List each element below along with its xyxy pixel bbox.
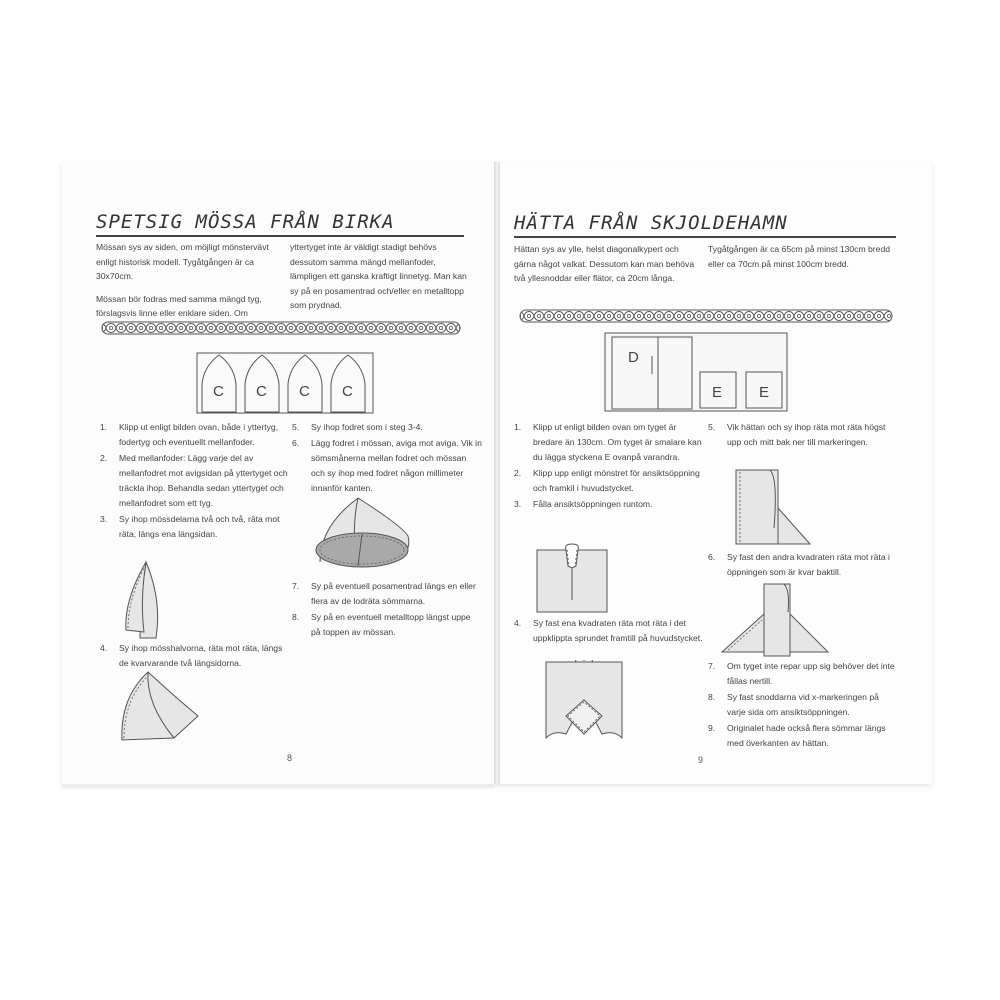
step-text: Sy fast snoddarna vid x-markeringen på varje sida om ansiktsöppningen.: [727, 692, 879, 717]
step-item: [708, 721, 898, 751]
step-item: [514, 497, 704, 512]
step-item: [514, 420, 704, 465]
pattern-pieces-c: [196, 352, 374, 414]
left-page-title: SPETSIG MÖSSA FRÅN BIRKA: [96, 211, 395, 233]
title-underline: [96, 235, 464, 237]
right-steps-col2c: [708, 659, 898, 752]
step-text: Sy ihop mösshalvorna, räta mot räta, längs de kvarvarande två längsidorna.: [119, 643, 283, 668]
intro-paragraph: Hättan sys av ylle, helst diagonalkypert och gärna något valkat. Dessutom kan man behöva två yllesnoddar eller flätor, ca 20cm långa.: [514, 244, 695, 283]
step-text: Klipp upp enligt mönstret för ansiktsöppning och framkil i huvudstycket.: [533, 468, 700, 493]
step-text: Fålla ansiktsöppningen runtom.: [533, 499, 653, 509]
step-item: [292, 579, 482, 609]
step-item: [708, 420, 898, 450]
step-number: 7.: [708, 661, 716, 671]
intro-paragraph: yttertyget inte är väldigt stadigt behövs dessutom samma mängd mellanfoder, lämpligen ett ganska kraftigt linnetyg. Man kan sy på en posamentrad och/eller en metalltopp som prydnad.: [290, 242, 467, 310]
step-number: 6.: [708, 552, 716, 562]
step-number: 4.: [514, 618, 522, 628]
pattern-pieces-de: [604, 332, 788, 412]
step-text: Vik hättan och sy ihop räta mot räta högst upp och mitt bak ner till markeringen.: [727, 422, 886, 447]
step-text: Sy ihop fodret som i steg 3-4.: [311, 422, 423, 432]
step-text: Sy på en eventuell metalltopp längst uppe på toppen av mössan.: [311, 612, 471, 637]
title-underline: [514, 236, 896, 238]
step-item: [292, 420, 482, 435]
step-number: 1.: [100, 422, 108, 432]
step-number: 2.: [100, 453, 108, 463]
right-steps-col2a: [708, 420, 898, 451]
step-number: 6.: [292, 438, 300, 448]
step-item: [100, 420, 290, 450]
left-steps-col2b: [292, 579, 482, 641]
right-steps-col2b: [708, 550, 898, 581]
step-number: 5.: [292, 422, 300, 432]
step-text: Klipp ut enligt bilden ovan, både i yttertyg, fodertyg och eventuellt mellanfoder.: [119, 422, 279, 447]
left-page: [62, 162, 494, 784]
step-number: 2.: [514, 468, 522, 478]
piece-label: E: [712, 384, 723, 401]
piece-label: E: [759, 384, 770, 401]
step-item: [100, 641, 290, 671]
step-number: 3.: [100, 514, 108, 524]
step-item: [292, 436, 482, 496]
step-number: 8.: [708, 692, 716, 702]
back-gusset-illustration: [718, 582, 832, 658]
step-text: Lägg fodret i mössan, aviga mot aviga. Vik in sömsmånerna mellan fodret och mössan och sy ihop med fodret någon millimeter innanför kanten.: [311, 438, 482, 493]
step-number: 7.: [292, 581, 300, 591]
right-page: [500, 162, 932, 784]
piece-label: C: [342, 383, 353, 400]
step-text: Med mellanfoder: Lägg varje del av mellanfodret mot avigsidan på yttertyget och träckla ihop. Behandla sedan yttertyget och mellanfodret som ett tyg.: [119, 453, 288, 508]
right-intro-col2: [708, 242, 898, 279]
folded-hood-illustration: [726, 468, 812, 548]
sewn-square-illustration: [544, 660, 624, 742]
step-item: [292, 610, 482, 640]
right-intro-col1: [514, 242, 700, 294]
step-number: 3.: [514, 499, 522, 509]
left-intro-col2: [290, 240, 470, 321]
step-text: Sy fast den andra kvadraten räta mot räta i öppningen som är kvar baktill.: [727, 552, 890, 577]
step-item: [100, 512, 290, 542]
piece-label: C: [213, 383, 224, 400]
right-steps-col1a: [514, 420, 704, 513]
right-steps-col1b: [514, 616, 704, 647]
knotwork-border: [96, 320, 466, 336]
step-item: [708, 690, 898, 720]
piece-label: C: [256, 383, 267, 400]
step-item: [708, 659, 898, 689]
sewn-pieces-illustration: [118, 560, 188, 640]
cap-halves-illustration: [118, 668, 202, 744]
left-intro-col1: [96, 240, 276, 329]
page-edge: [62, 784, 494, 788]
step-text: Sy på eventuell posamentrad längs en eller flera av de lodräta sömmarna.: [311, 581, 476, 606]
knotwork-border: [514, 308, 898, 324]
intro-paragraph: Mössan sys av siden, om möjligt mönstervävt enligt historisk modell. Tygåtgången är ca 30x70cm.: [96, 242, 269, 281]
step-item: [708, 550, 898, 580]
step-text: Om tyget inte repar upp sig behöver det inte fållas nertill.: [727, 661, 895, 686]
face-opening-illustration: [536, 542, 608, 614]
step-item: [514, 616, 704, 646]
step-text: Sy fast ena kvadraten räta mot räta i det uppklippta sprundet framtill på huvudstycket.: [533, 618, 703, 643]
left-steps-col1a: [100, 420, 290, 543]
step-item: [100, 451, 290, 511]
step-number: 1.: [514, 422, 522, 432]
step-item: [514, 466, 704, 496]
page-number: 8: [287, 753, 293, 763]
step-number: 9.: [708, 723, 716, 733]
piece-label: D: [628, 349, 639, 366]
step-number: 5.: [708, 422, 716, 432]
lined-cap-illustration: [312, 496, 412, 576]
piece-label: C: [299, 383, 310, 400]
left-steps-col2a: [292, 420, 482, 497]
intro-paragraph: Tygåtgången är ca 65cm på minst 130cm bredd eller ca 70cm på minst 100cm bredd.: [708, 244, 891, 269]
step-text: Originalet hade också flera sömmar längs med överkanten av hättan.: [727, 723, 886, 748]
intro-paragraph: Mössan bör fodras med samma mängd tyg, förslagsvis linne eller enklare siden. Om: [96, 293, 262, 318]
booklet: [62, 162, 932, 784]
step-text: Sy ihop mössdelarna två och två, räta mot räta, längs ena längsidan.: [119, 514, 280, 539]
step-text: Klipp ut enligt bilden ovan om tyget är bredare än 130cm. Om tyget är smalare kan du lägga styckena E ovanpå varandra.: [533, 422, 702, 462]
step-number: 4.: [100, 643, 108, 653]
right-page-title: HÄTTA FRÅN SKJOLDEHAMN: [514, 212, 788, 234]
page-number: 9: [698, 755, 704, 765]
step-number: 8.: [292, 612, 300, 622]
